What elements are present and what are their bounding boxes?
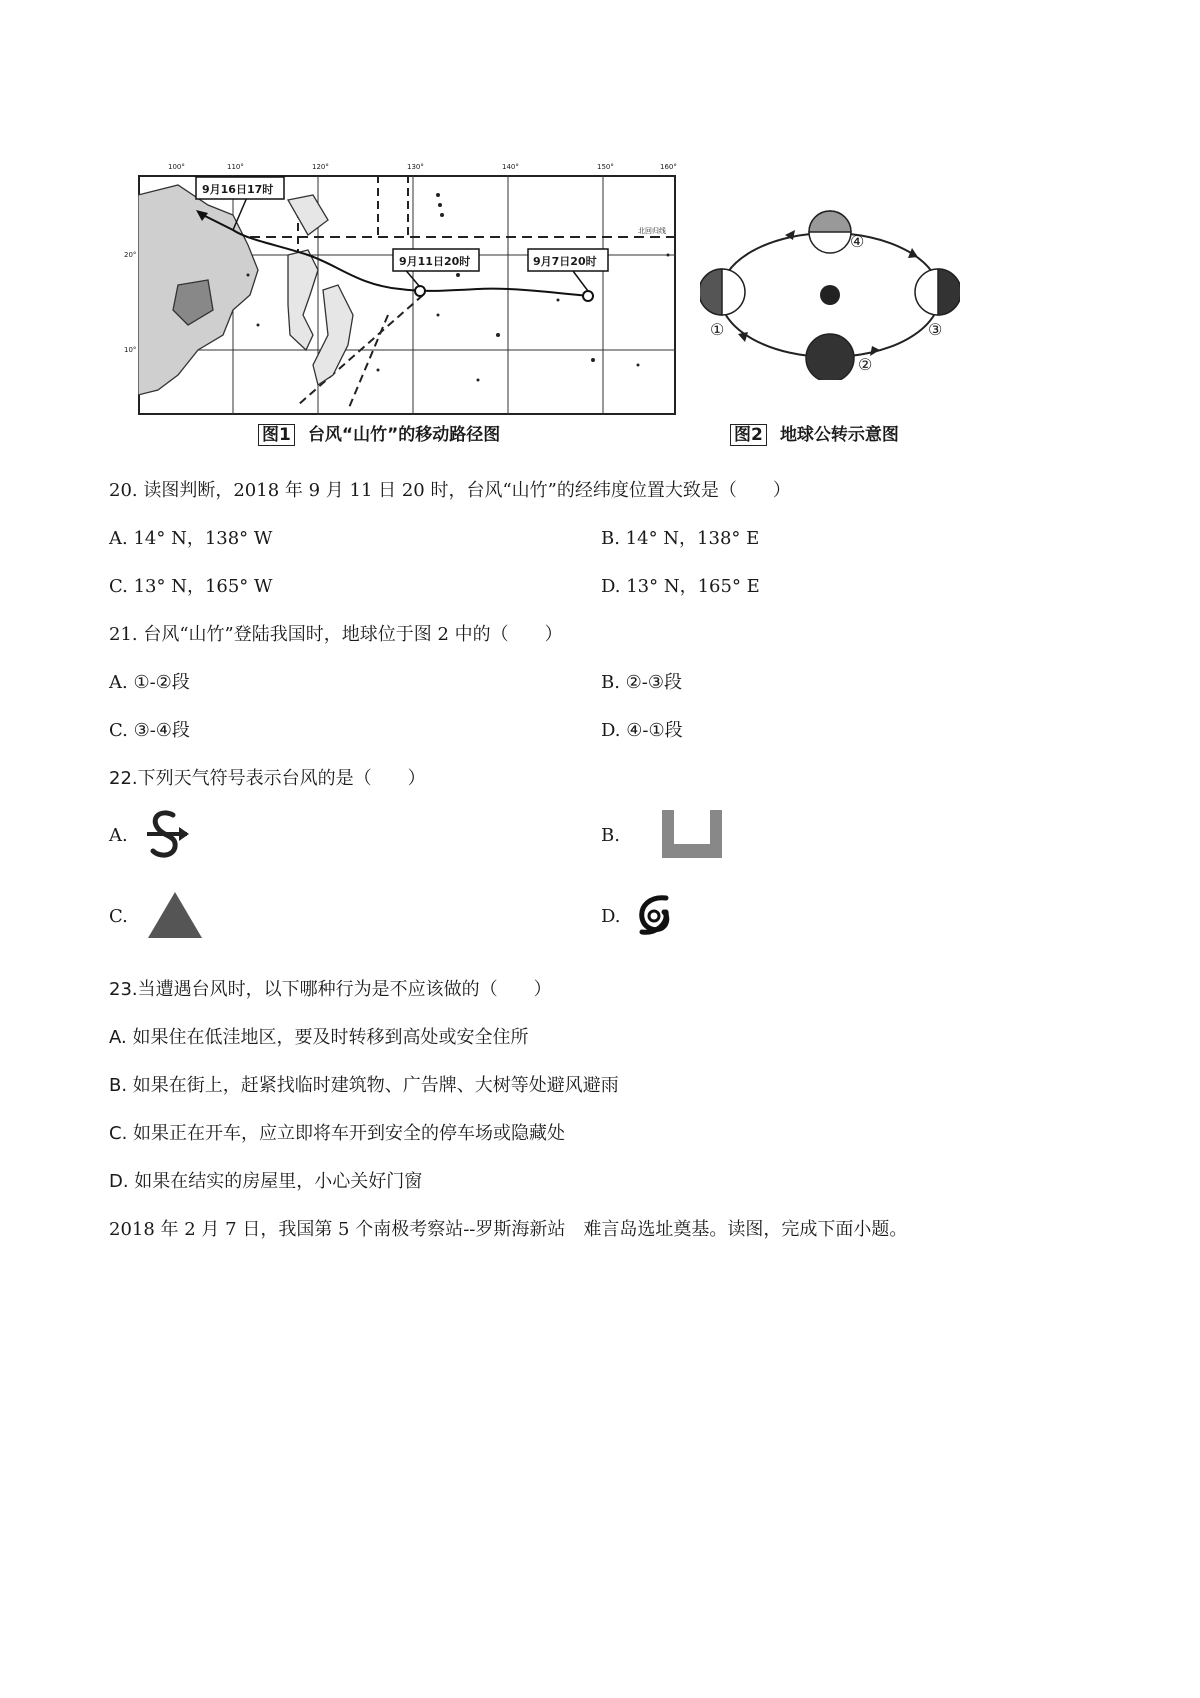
lon-label-130: 130° [407, 163, 424, 171]
figure2-caption-text: 地球公转示意图 [779, 425, 899, 445]
q20-option-c[interactable]: C. 13° N，165° W [109, 576, 273, 597]
q21-stem: 21. 台风“山竹”登陆我国时，地球位于图 2 中的（ ） [109, 624, 563, 645]
lon-label-140: 140° [502, 163, 519, 171]
lon-label-100: 100° [168, 163, 185, 171]
q23-option-c[interactable]: C. 如果正在开车，应立即将车开到安全的停车场或隐藏处 [109, 1123, 566, 1144]
figure2-caption-label: 图2 [730, 424, 767, 446]
sandstorm-symbol-icon [143, 805, 193, 863]
fog-bracket-symbol-icon [660, 808, 724, 860]
figure1-caption [258, 420, 500, 445]
typhoon-track-map [124, 163, 677, 415]
typhoon-symbol-icon [636, 894, 672, 936]
orbit-pos-4: ④ [850, 232, 865, 251]
label-tropic: 北回归线 [638, 227, 666, 235]
figure1-caption-text: 台风“山竹”的移动路径图 [307, 425, 501, 445]
q21-option-d[interactable]: D. ④-①段 [601, 720, 683, 741]
q23-stem: 23.当遭遇台风时，以下哪种行为是不应该做的（ ） [109, 979, 552, 1000]
figure1-caption-label: 图1 [258, 424, 295, 446]
q23-option-b[interactable]: B. 如果在街上，赶紧找临时建筑物、广告牌、大树等处避风避雨 [109, 1075, 619, 1096]
orbit-pos-2: ② [858, 355, 873, 374]
earth-orbit-diagram [700, 210, 960, 380]
q22-option-a[interactable]: A. [109, 825, 128, 846]
orbit-pos-1: ① [710, 320, 725, 339]
lat-label-10: 10° [124, 346, 137, 354]
q23-option-d[interactable]: D. 如果在结实的房屋里，小心关好门窗 [109, 1171, 423, 1192]
q21-option-b[interactable]: B. ②-③段 [601, 672, 683, 693]
orbit-pos-3: ③ [928, 320, 943, 339]
q22-option-b[interactable]: B. [601, 825, 620, 846]
q22-option-d[interactable]: D. [601, 906, 621, 927]
q22-option-c[interactable]: C. [109, 906, 128, 927]
lon-label-150: 150° [597, 163, 614, 171]
lon-label-110: 110° [227, 163, 244, 171]
next-section-intro: 2018 年 2 月 7 日，我国第 5 个南极考察站--罗斯海新站 难言岛选址奠基。读图，完成下面小题。 [109, 1219, 908, 1240]
lon-label-160: 160° [660, 163, 677, 171]
map-svg [138, 175, 676, 415]
q20-option-b[interactable]: B. 14° N，138° E [601, 528, 760, 549]
q23-option-a[interactable]: A. 如果住在低洼地区，要及时转移到高处或安全住所 [109, 1027, 529, 1048]
hail-triangle-icon [146, 890, 204, 940]
q21-option-c[interactable]: C. ③-④段 [109, 720, 190, 741]
q22-stem: 22.下列天气符号表示台风的是（ ） [109, 768, 426, 789]
label-sep11: 9月11日20时 [399, 255, 471, 268]
q20-option-d[interactable]: D. 13° N，165° E [601, 576, 760, 597]
q20-option-a[interactable]: A. 14° N，138° W [109, 528, 273, 549]
figure2-caption [730, 420, 899, 445]
lon-label-120: 120° [312, 163, 329, 171]
label-sep16: 9月16日17时 [202, 183, 274, 196]
q21-option-a[interactable]: A. ①-②段 [109, 672, 190, 693]
orbit-svg [700, 210, 960, 380]
lat-label-20: 20° [124, 251, 137, 259]
q20-stem: 20. 读图判断，2018 年 9 月 11 日 20 时，台风“山竹”的经纬度位置大致是（ ） [109, 480, 791, 501]
label-sep7: 9月7日20时 [533, 255, 597, 268]
